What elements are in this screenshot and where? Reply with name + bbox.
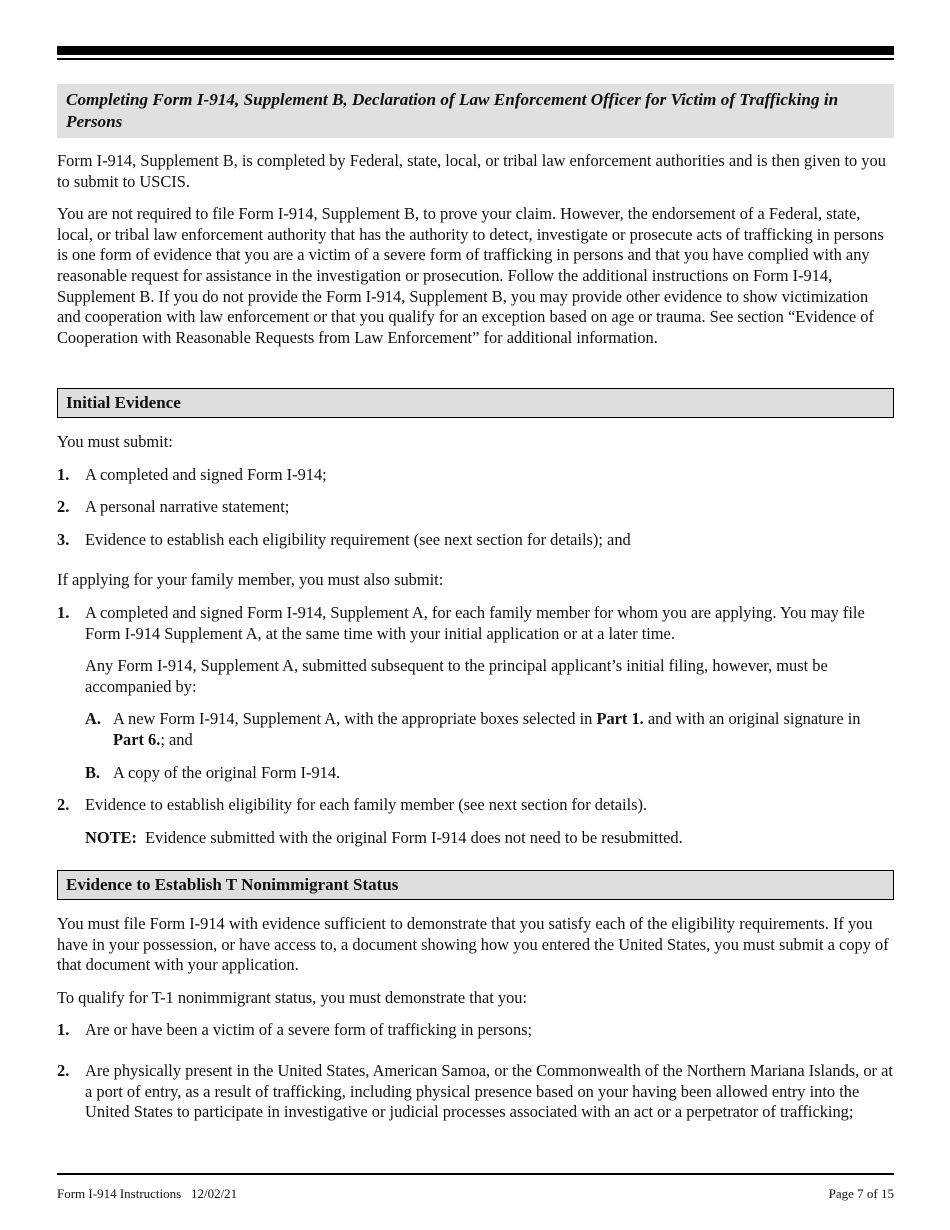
item-number: 1. — [57, 1020, 70, 1040]
item-text: Are or have been a victim of a severe form of trafficking in persons; — [85, 1020, 533, 1040]
t-status-section — [57, 870, 894, 1135]
item-number: 2. — [57, 795, 70, 815]
list-item — [57, 1020, 894, 1041]
item-letter: B. — [85, 762, 101, 782]
list-item — [85, 763, 894, 784]
item-text: A personal narrative statement; — [85, 497, 290, 517]
list-item — [57, 465, 894, 486]
item-number: 2. — [57, 497, 70, 517]
item-number: 3. — [57, 529, 70, 549]
item-text: Evidence to establish eligibility for each family member (see next section for details). — [85, 795, 648, 815]
item-letter: A. — [85, 709, 101, 729]
footer-rule — [57, 1173, 894, 1175]
list-item — [85, 709, 894, 750]
lead-text: If applying for your family member, you must also submit: — [57, 570, 444, 590]
item-number: 1. — [57, 464, 70, 484]
list-item — [57, 603, 894, 644]
item-text: Evidence to establish each eligibility requirement (see next section for details); and — [85, 529, 631, 549]
item-number: 2. — [57, 1060, 70, 1080]
item-text: A completed and signed Form I-914, Supplement A, for each family member for whom you are applying. You may file Form I-914 Supplement A, at the same time with your initial application or at a later time. — [85, 602, 865, 643]
intro-paragraph: You are not required to file Form I-914, Supplement B, to prove your claim. However, the endorsement of a Federal, state, local, or tribal law enforcement authority that has the authority to detect, investigate or prosecute acts of trafficking in persons is one form of evidence that you are a victim of a severe form of trafficking in persons and that you have complied with any reasonable request for assistance in the investigation or prosecution. Follow the additional instructions on Form I-914, Supplement B. If you do not provide the Form I-914, Supplement B, you may provide other evidence to show victimization and cooperation with law enforcement or that you qualify for an exception based on age or trauma. See section “Evidence of Cooperation with Reasonable Requests from Law Enforcement” for additional information. — [57, 204, 884, 347]
section-heading-initial-evidence: Initial Evidence — [57, 388, 894, 418]
lead-text: You must submit: — [57, 432, 173, 451]
page-number: Page 7 of 15 — [828, 1186, 894, 1201]
initial-evidence-section — [57, 388, 894, 860]
note: NOTE: Evidence submitted with the original Form I-914 does not need to be resubmitted. — [85, 827, 683, 847]
sub-block — [85, 656, 894, 783]
intro-paragraph: Form I-914, Supplement B, is completed by Federal, state, local, or tribal law enforcement authorities and is then given to you to submit to USCIS. — [57, 151, 886, 191]
footer — [57, 1184, 894, 1205]
top-rule-thick — [57, 46, 894, 55]
section-heading-t-status: Evidence to Establish T Nonimmigrant Status — [57, 870, 894, 900]
paragraph: You must file Form I-914 with evidence sufficient to demonstrate that you satisfy each of the eligibility requirements. If you have in your possession, or have access to, a document showing how you entered the United States, you must submit a copy of that document with your application. — [57, 914, 889, 975]
list-item — [57, 497, 894, 518]
item-number: 1. — [57, 602, 70, 622]
item-text: Are physically present in the United States, American Samoa, or the Commonwealth of the Northern Mariana Islands, or at a port of entry, as a result of trafficking, including physical presence based on your having been allowed entry into the United States to participate in investigative or judicial processes associated with an act or a perpetrator of trafficking; — [85, 1060, 893, 1122]
paragraph: To qualify for T-1 nonimmigrant status, you must demonstrate that you: — [57, 987, 528, 1007]
top-rule-thin — [57, 58, 894, 60]
footer-form-info: Form I-914 Instructions 12/02/21 — [57, 1186, 238, 1201]
item-text: A new Form I-914, Supplement A, with the appropriate boxes selected in Part 1. and with an original signature in Part 6.; and — [113, 709, 861, 749]
sub-paragraph: Any Form I-914, Supplement A, submitted subsequent to the principal applicant’s initial filing, however, must be accompanied by: — [85, 656, 828, 696]
item-text: A completed and signed Form I-914; — [85, 464, 327, 484]
list-item — [57, 795, 894, 816]
list-item — [57, 1061, 894, 1123]
list-item — [57, 530, 894, 551]
intro — [57, 151, 894, 360]
section-heading-supplement-b: Completing Form I-914, Supplement B, Declaration of Law Enforcement Officer for Victim of Trafficking in Persons — [57, 84, 894, 138]
item-text: A copy of the original Form I-914. — [113, 762, 341, 782]
